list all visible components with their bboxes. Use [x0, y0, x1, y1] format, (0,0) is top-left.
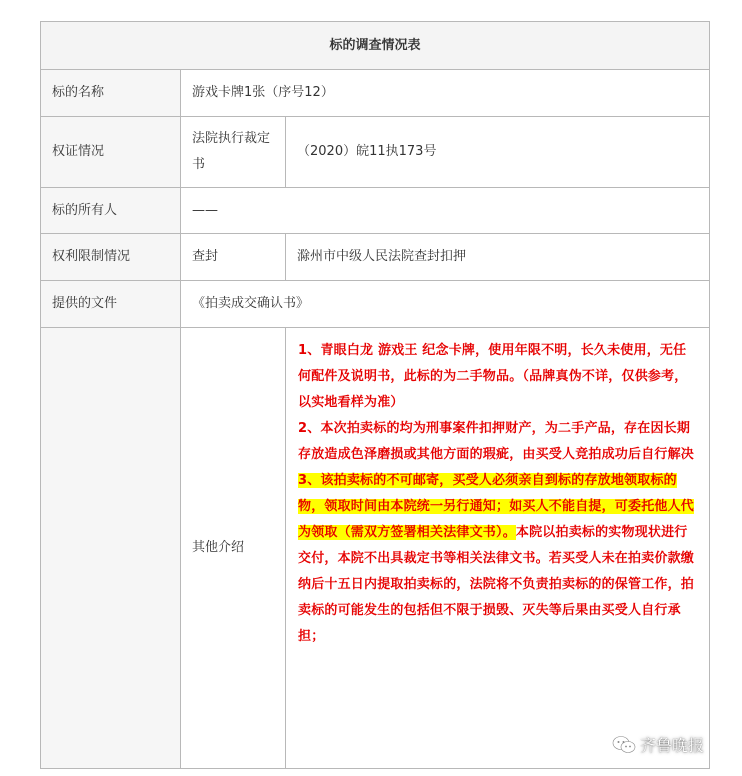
label-restriction: 权利限制情况 [41, 234, 181, 281]
other-p3-highlight: 3、该拍卖标的不可邮寄，买受人必须亲自到标的存放地领取标的物，领取时间由本院统一另行通知；如买人不能自提，可委托他人代为领取（需双方签署相关法律文书）。 [298, 473, 695, 540]
label-documents: 提供的文件 [41, 281, 181, 328]
other-p1: 1、青眼白龙 游戏王 纪念卡牌，使用年限不明，长久未使用，无任何配件及说明书，此标的为二手物品。（品牌真伪不详，仅供参考，以实地看样为准） [298, 343, 688, 410]
other-description [286, 328, 710, 769]
sublabel-restriction: 查封 [181, 234, 286, 281]
value-ownership: （2020）皖11执173号 [286, 117, 710, 188]
label-other: 其他介绍 [181, 328, 286, 769]
value-restriction: 滁州市中级人民法院查封扣押 [286, 234, 710, 281]
label-ownership: 权证情况 [41, 117, 181, 188]
label-other-empty [41, 328, 181, 769]
watermark [612, 733, 704, 756]
value-name: 游戏卡牌1张（序号12） [181, 70, 710, 117]
table-title: 标的调查情况表 [41, 22, 710, 70]
other-p2: 2、本次拍卖标的均为刑事案件扣押财产，为二手产品，存在因长期存放造成色泽磨损或其他方面的瑕疵，由买受人竞拍成功后自行解决 [298, 421, 695, 462]
value-documents: 《拍卖成交确认书》 [181, 281, 710, 328]
label-name: 标的名称 [41, 70, 181, 117]
label-owner: 标的所有人 [41, 188, 181, 234]
wechat-icon [612, 735, 636, 755]
watermark-text: 齐鲁晚报 [640, 736, 705, 755]
value-owner: —— [181, 188, 710, 234]
other-p3-rest: 本院以拍卖标的实物现状进行交付，本院不出具裁定书等相关法律文书。若买受人未在拍卖价款缴纳后十五日内提取拍卖标的，法院将不负责拍卖标的的保管工作，拍卖标的可能发生的包括但不限于损毁、灭失等后果由买受人自行承担； [298, 525, 695, 644]
survey-table [40, 21, 710, 769]
sublabel-ownership: 法院执行裁定书 [181, 117, 286, 188]
